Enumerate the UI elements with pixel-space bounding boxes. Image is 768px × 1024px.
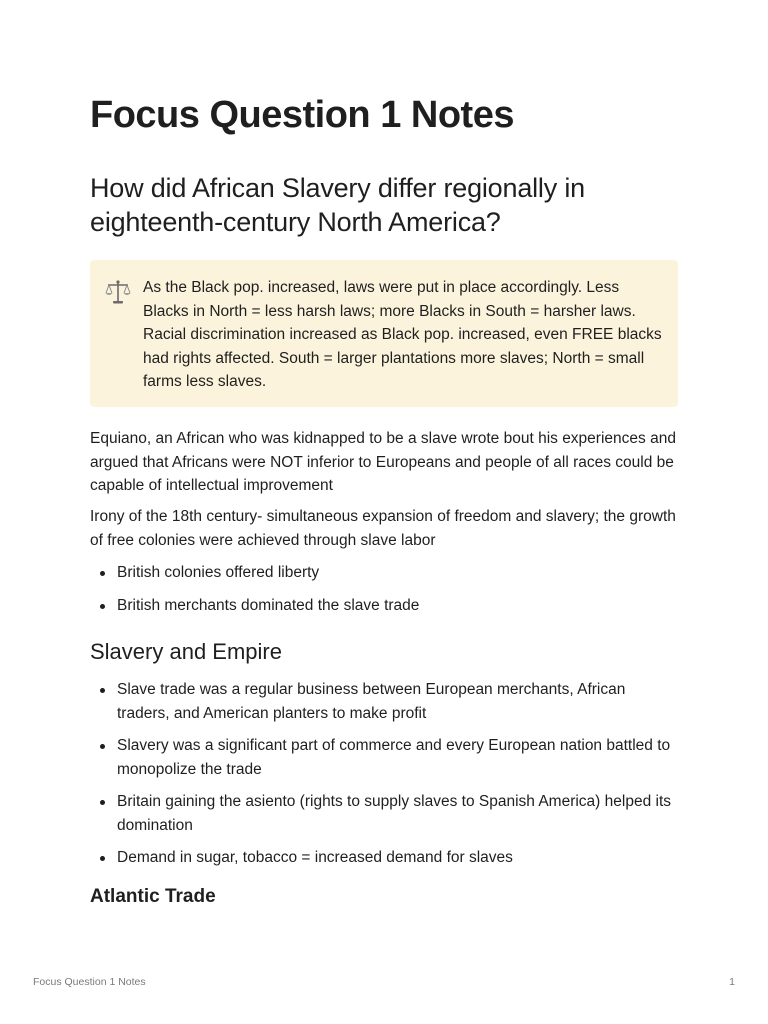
page-title: Focus Question 1 Notes [90, 94, 514, 136]
focus-question-heading: How did African Slavery differ regionally in eighteenth-century North America? [90, 173, 585, 237]
list-item: British merchants dominated the slave trade [90, 594, 680, 618]
callout-box [90, 260, 678, 407]
balance-scale-icon [104, 278, 132, 306]
footer-title: Focus Question 1 Notes [33, 976, 146, 988]
list-item: Slavery was a significant part of commerce and every European nation battled to monopolize the trade [90, 734, 680, 781]
section-heading-slavery-empire: Slavery and Empire [90, 639, 282, 664]
list-item: Demand in sugar, tobacco = increased demand for slaves [90, 846, 680, 870]
list-item: Britain gaining the asiento (rights to supply slaves to Spanish America) helped its domination [90, 790, 680, 837]
subsection-heading-atlantic-trade: Atlantic Trade [90, 886, 216, 907]
paragraph-irony: Irony of the 18th century- simultaneous expansion of freedom and slavery; the growth of free colonies were achieved through slave labor [90, 508, 676, 549]
callout-text: As the Black pop. increased, laws were put in place accordingly. Less Blacks in North = less harsh laws; more Blacks in South = harsher laws. Racial discrimination increased as Black pop. increased, even FREE blacks had rights affected. South = larger plantations more slaves; North = small farms less slaves. [143, 279, 662, 390]
bullet-list-british [90, 561, 680, 626]
list-item: Slave trade was a regular business between European merchants, African traders, and American planters to make profit [90, 678, 680, 725]
footer-page-number: 1 [729, 976, 735, 988]
paragraph-equiano: Equiano, an African who was kidnapped to be a slave wrote bout his experiences and argued that Africans were NOT inferior to Europeans and people of all races could be capable of intellectual improvement [90, 430, 676, 494]
bullet-list-slavery-empire [90, 678, 680, 879]
list-item: British colonies offered liberty [90, 561, 680, 585]
